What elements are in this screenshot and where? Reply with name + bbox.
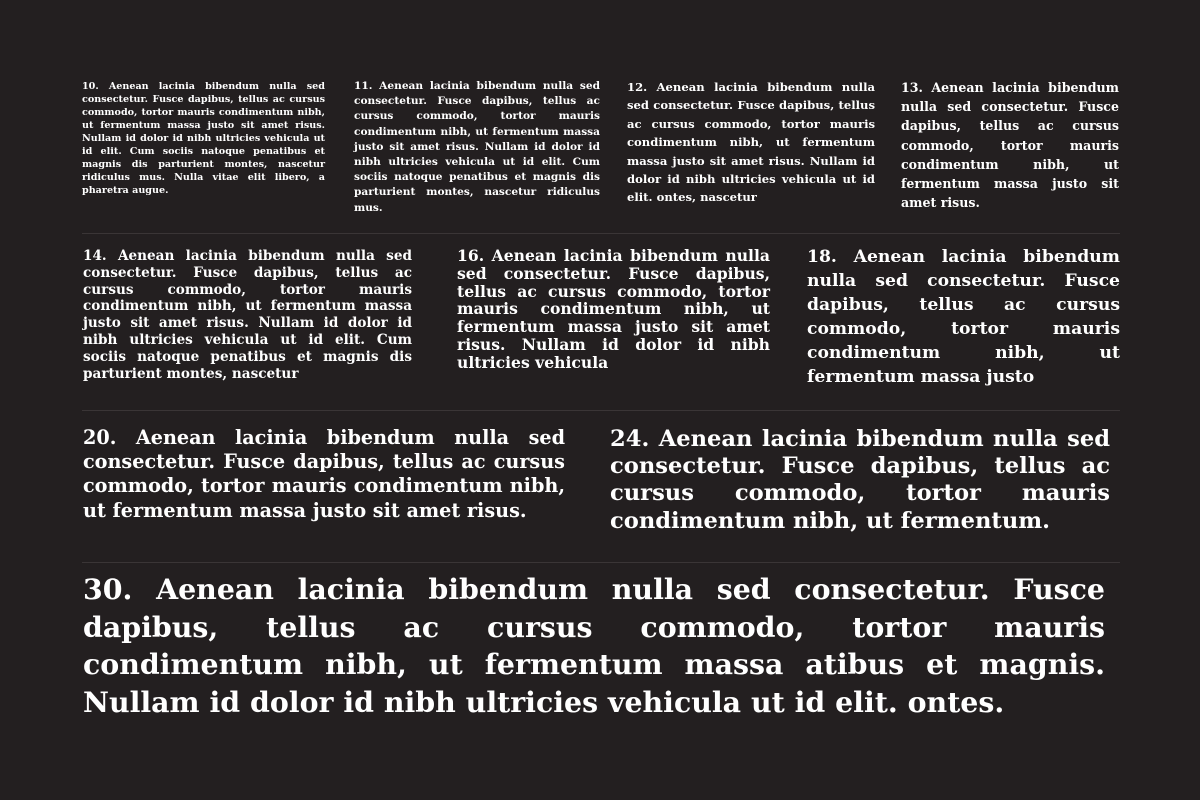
row-divider: [82, 233, 1120, 234]
specimen-size-12: 12. Aenean lacinia bibendum nulla sed consectetur. Fusce dapibus, tellus ac cursus commodo, tortor mauris condimentum nibh, ut fermentum massa justo sit amet risus. Nullam id dolor id nibh ultricies vehicula ut id elit. ontes, nascetur: [627, 80, 875, 205]
specimen-size-20: 20. Aenean lacinia bibendum nulla sed consectetur. Fusce dapibus, tellus ac cursus commodo, tortor mauris condimentum nibh, ut fermentum massa justo sit amet risus.: [83, 426, 565, 522]
specimen-size-11: 11. Aenean lacinia bibendum nulla sed consectetur. Fusce dapibus, tellus ac cursus commodo, tortor mauris condimentum nibh, ut fermentum massa justo sit amet risus. Nullam id dolor id nibh ultricies vehicula ut id elit. Cum sociis natoque penatibus et magnis dis parturient montes, nascetur ridiculus mus.: [354, 80, 600, 214]
row-divider: [82, 410, 1120, 411]
row-divider: [82, 562, 1120, 563]
specimen-size-10: 10. Aenean lacinia bibendum nulla sed consectetur. Fusce dapibus, tellus ac cursus commodo, tortor mauris condimentum nibh, ut fermentum massa justo sit amet risus. Nullam id dolor id nibh ultricies vehicula ut id elit. Cum sociis natoque penatibus et magnis dis parturient montes, nascetur ridiculus mus. Nulla vitae elit libero, a pharetra augue.: [82, 81, 325, 196]
specimen-size-24: 24. Aenean lacinia bibendum nulla sed consectetur. Fusce dapibus, tellus ac cursus commodo, tortor mauris condimentum nibh, ut fermentum.: [610, 426, 1110, 534]
specimen-size-16: 16. Aenean lacinia bibendum nulla sed consectetur. Fusce dapibus, tellus ac cursus commodo, tortor mauris condimentum nibh, ut fermentum massa justo sit amet risus. Nullam id dolor id nibh ultricies vehicula: [457, 246, 770, 372]
specimen-size-14: 14. Aenean lacinia bibendum nulla sed consectetur. Fusce dapibus, tellus ac cursus commodo, tortor mauris condimentum nibh, ut fermentum massa justo sit amet risus. Nullam id dolor id nibh ultricies vehicula ut id elit. Cum sociis natoque penatibus et magnis dis parturient montes, nascetur: [83, 248, 412, 382]
specimen-size-13: 13. Aenean lacinia bibendum nulla sed consectetur. Fusce dapibus, tellus ac cursus commodo, tortor mauris condimentum nibh, ut fermentum massa justo sit amet risus.: [901, 80, 1119, 211]
specimen-size-30: 30. Aenean lacinia bibendum nulla sed consectetur. Fusce dapibus, tellus ac cursus commodo, tortor mauris condimentum nibh, ut fermentum massa atibus et magnis. Nullam id dolor id nibh ultricies vehicula ut id elit. ontes.: [83, 572, 1105, 719]
specimen-size-18: 18. Aenean lacinia bibendum nulla sed consectetur. Fusce dapibus, tellus ac cursus commodo, tortor mauris condimentum nibh, ut fermentum massa justo: [807, 247, 1120, 387]
